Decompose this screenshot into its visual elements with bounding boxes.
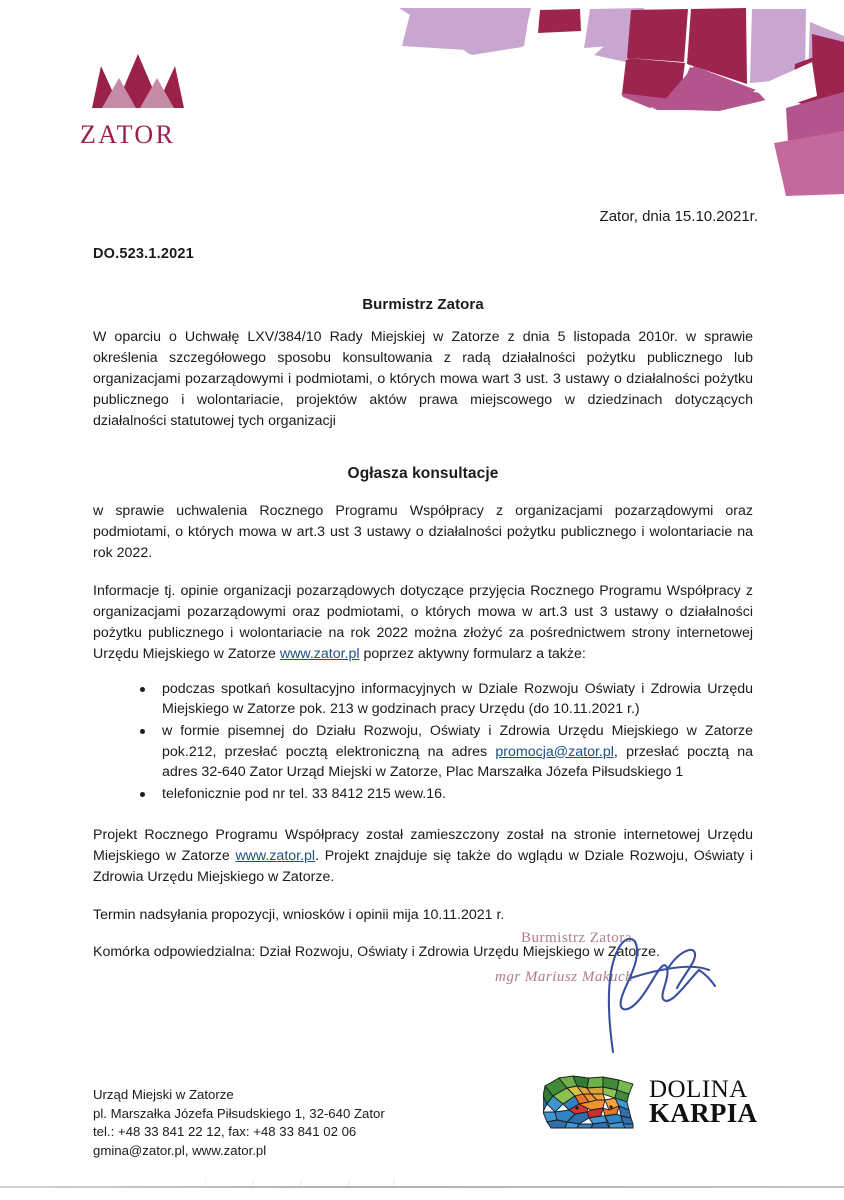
reference-number: DO.523.1.2021 — [93, 246, 194, 262]
link-zator-pl-1[interactable]: www.zator.pl — [279, 645, 360, 662]
bullet-2-pre: w formie pisemnej do Działu Rozwoju, Oświaty i Zdrowia Urzędu Miejskiego w Zatorze pok.212, przesłać pocztą elektroniczną na adres — [162, 722, 753, 760]
crown-icon — [91, 52, 185, 114]
paragraph-submission-methods — [93, 581, 753, 665]
decorative-polygon-banner — [394, 0, 844, 232]
zator-logo — [80, 52, 260, 150]
polygon-shapes — [399, 8, 844, 196]
list-item — [140, 721, 753, 783]
stamp-name: mgr Mariusz Makuch — [495, 969, 634, 985]
paragraph-3-pre: Informacje tj. opinie organizacji pozarządowych dotyczące przyjęcia Rocznego Programu Współpracy z organizacjami pozarządowymi oraz podmiotami, o których mowa w art.3 ust 3 ustawy o działalności pożytku publicznego i wolontariacie na rok 2022 można złożyć za pośrednictwem strony internetowej Urzędu Miejskiego w Zatorze — [93, 583, 753, 662]
document-title-announcement: Ogłasza konsultacje — [347, 465, 499, 483]
signature-block — [495, 930, 775, 1060]
bullet-3-text: telefonicznie pod nr tel. 33 8412 215 wew.16. — [162, 786, 446, 803]
document-title-mayor: Burmistrz Zatora — [362, 296, 484, 313]
scan-bottom-edge — [0, 1186, 844, 1188]
bullet-2-post: , przesłać pocztą na adres 32-640 Zator Urząd Miejski w Zatorze, Plac Marszałka Józefa Piłsudskiego 1 — [162, 743, 753, 781]
document-body — [93, 296, 753, 980]
dolina-karpia-wordmark — [649, 1075, 758, 1129]
logo-wordmark: ZATOR — [80, 120, 176, 149]
stamp-title: Burmistrz Zatora — [521, 930, 632, 946]
paragraph-4-post: . Projekt znajduje się także do wglądu w Dziale Rozwoju, Oświaty i Zdrowia Urzędu Miejskiego w Zatorze. — [93, 847, 753, 885]
footer-line-2: pl. Marszałka Józefa Piłsudskiego 1, 32-640 Zator — [93, 1105, 385, 1121]
submission-methods-list — [93, 679, 753, 805]
paragraph-deadline: Termin nadsyłania propozycji, wniosków i opinii mija 10.11.2021 r. — [93, 906, 505, 923]
footer-line-1: Urząd Miejski w Zatorze — [93, 1087, 234, 1102]
footer-address — [93, 1086, 385, 1161]
link-zator-pl-2[interactable]: www.zator.pl — [235, 847, 316, 864]
list-item — [140, 784, 753, 805]
karpia-line-1: DOLINA — [649, 1075, 748, 1103]
polygon-shapes-overlay — [656, 62, 817, 110]
date-line: Zator, dnia 15.10.2021r. — [599, 208, 758, 225]
footer-line-3: tel.: +48 33 841 22 12, fax: +48 33 841 02 06 — [93, 1124, 357, 1140]
dolina-karpia-fish-mosaic-icon — [543, 1074, 637, 1130]
paragraph-4-pre: Projekt Rocznego Programu Współpracy został zamieszczony został na stronie internetowej Urzędu Miejskiego w Zatorze — [93, 826, 753, 864]
paragraph-3-post: poprzez aktywny formularz a także: — [359, 645, 586, 662]
scan-artifact-ticks — [205, 1176, 395, 1187]
paragraph-legal-basis: W oparciu o Uchwałę LXV/384/10 Rady Miejskiej w Zatorze z dnia 5 listopada 2010r. w sprawie określenia szczegółowego sposobu konsultowania z radą działalności pożytku publicznego lub organizacjami pozarządowymi i podmiotami, o których mowa wart 3 ust. 3 ustawy o działalności pożytku publicznego i wolontariacie, projektów aktów prawa miejscowego w dziedzinach dotyczących działalności statutowej tych organizacji — [93, 329, 753, 429]
paragraph-subject: w sprawie uchwalenia Rocznego Programu Współpracy z organizacjami pozarządowymi oraz podmiotami, o których mowa w art.3 ust 3 ustawy o działalności pożytku publicznego i wolontariacie na rok 2022. — [93, 503, 753, 562]
dolina-karpia-logo — [543, 1074, 757, 1130]
bullet-1-text: podczas spotkań kosultacyjno informacyjnych w Dziale Rozwoju Oświaty i Zdrowia Urzędu Miejskiego w Zatorze pok. 213 w godzinach pracy Urzędu (do 10.11.2021 r.) — [162, 680, 753, 718]
karpia-line-2: KARPIA — [649, 1098, 758, 1129]
link-email-promocja[interactable]: promocja@zator.pl — [495, 743, 614, 760]
list-item — [140, 679, 753, 720]
paragraph-responsible-unit: Komórka odpowiedzialna: Dział Rozwoju, Oświaty i Zdrowia Urzędu Miejskiego w Zatorze. — [93, 944, 660, 961]
paragraph-project-location — [93, 825, 753, 888]
footer-line-4: gmina@zator.pl, www.zator.pl — [93, 1143, 267, 1159]
